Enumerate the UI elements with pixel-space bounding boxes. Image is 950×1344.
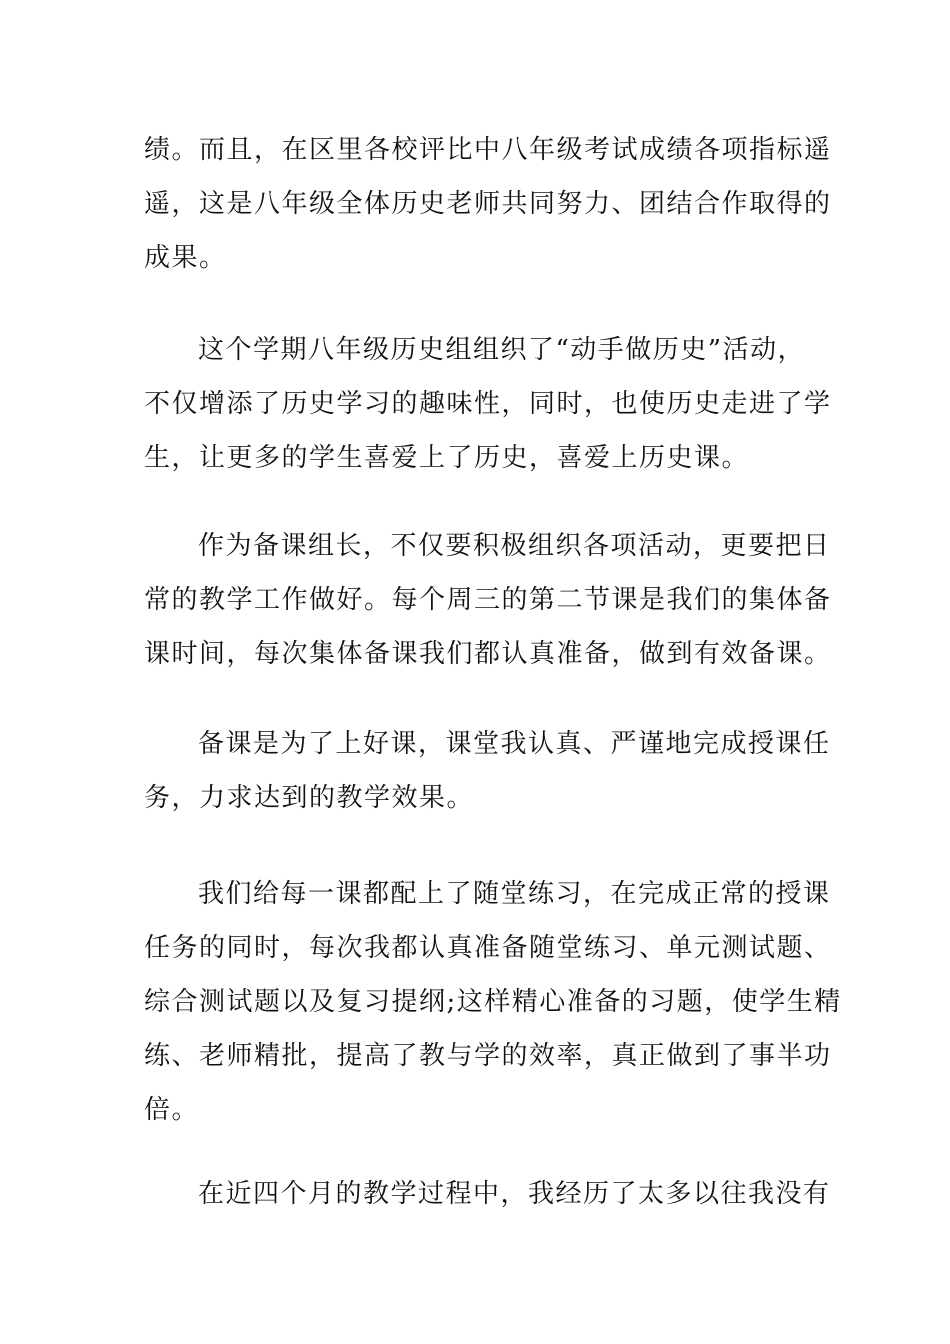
paragraph-line: 遥，这是八年级全体历史老师共同努力、团结合作取得的 bbox=[144, 189, 832, 219]
paragraph-4 bbox=[144, 717, 831, 825]
paragraph-line: 这个学期八年级历史组组织了“动手做历史”活动， bbox=[198, 335, 806, 365]
paragraph-line: 任务的同时，每次我都认真准备随堂练习、单元测试题、 bbox=[144, 933, 832, 963]
paragraph-line: 综合测试题以及复习提纲;这样精心准备的习题，使学生精 bbox=[144, 987, 842, 1017]
paragraph-5 bbox=[144, 867, 842, 1137]
paragraph-line: 备课是为了上好课，课堂我认真、严谨地完成授课任 bbox=[198, 729, 831, 759]
paragraph-line: 在近四个月的教学过程中，我经历了太多以往我没有 bbox=[198, 1179, 831, 1209]
paragraph-line: 作为备课组长，不仅要积极组织各项活动，更要把日 bbox=[198, 531, 831, 561]
paragraph-2 bbox=[144, 323, 832, 485]
paragraph-line: 成果。 bbox=[144, 243, 227, 273]
paragraph-3 bbox=[144, 519, 832, 681]
paragraph-line: 常的教学工作做好。每个周三的第二节课是我们的集体备 bbox=[144, 585, 832, 615]
paragraph-line: 倍。 bbox=[144, 1095, 200, 1125]
paragraph-line: 课时间，每次集体备课我们都认真准备，做到有效备课。 bbox=[144, 639, 832, 669]
paragraph-line: 绩。而且，在区里各校评比中八年级考试成绩各项指标遥 bbox=[144, 135, 832, 165]
paragraph-1 bbox=[144, 123, 832, 285]
paragraph-line: 练、老师精批，提高了教与学的效率，真正做到了事半功 bbox=[144, 1041, 832, 1071]
paragraph-line: 不仅增添了历史学习的趣味性，同时，也使历史走进了学 bbox=[144, 389, 832, 419]
paragraph-line: 我们给每一课都配上了随堂练习，在完成正常的授课 bbox=[198, 879, 831, 909]
paragraph-6 bbox=[144, 1167, 831, 1221]
paragraph-line: 生，让更多的学生喜爱上了历史，喜爱上历史课。 bbox=[144, 443, 750, 473]
paragraph-line: 务，力求达到的教学效果。 bbox=[144, 783, 475, 813]
